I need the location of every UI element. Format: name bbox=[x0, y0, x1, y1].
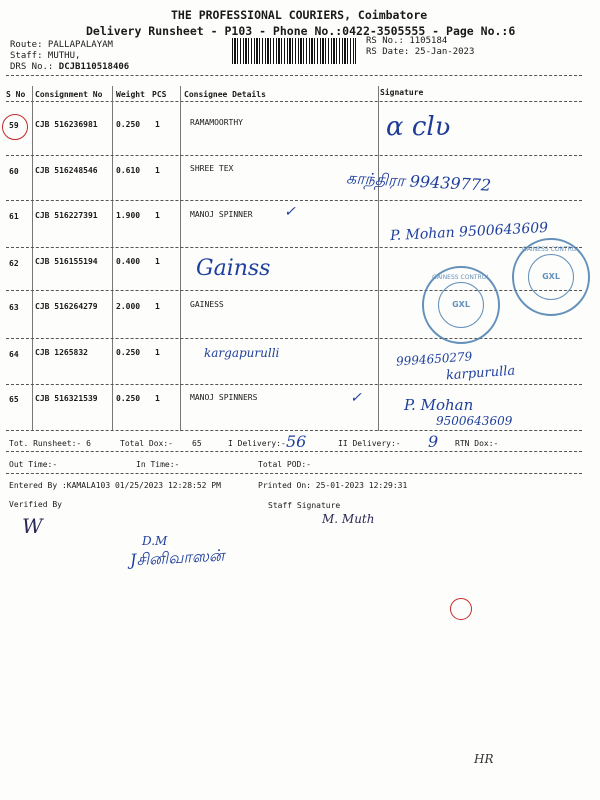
total-dox-value: 65 bbox=[192, 439, 202, 448]
row-consignee: GAINESS bbox=[190, 300, 224, 309]
col-rule bbox=[32, 86, 33, 431]
verified-by: Verified By bbox=[9, 500, 62, 509]
row-weight: 0.250 bbox=[116, 348, 141, 357]
row-sno: 60 bbox=[9, 167, 19, 176]
row-consignment: CJB 516236981 bbox=[35, 120, 98, 129]
handwritten-signature-row64: karpurulla bbox=[445, 363, 516, 384]
row-weight: 2.000 bbox=[116, 302, 141, 311]
row-sno: 63 bbox=[9, 303, 19, 312]
route: Route: PALLAPALAYAM bbox=[10, 40, 113, 50]
printed-on: Printed On: 25-01-2023 12:29:31 bbox=[258, 481, 408, 490]
col-rule bbox=[378, 86, 379, 431]
row-weight: 0.610 bbox=[116, 166, 141, 175]
row-consignment: CJB 516227391 bbox=[35, 211, 98, 220]
handwritten-signature-row65: P. Mohan bbox=[404, 396, 474, 414]
entered-by: Entered By :KAMALA103 01/25/2023 12:28:52 PM bbox=[9, 481, 221, 490]
handwritten-signature-row59: ɑ clʋ bbox=[386, 112, 451, 142]
row-pcs: 1 bbox=[155, 120, 160, 129]
row-pcs: 1 bbox=[155, 166, 160, 175]
company-title: THE PROFESSIONAL COURIERS, Coimbatore bbox=[171, 8, 428, 22]
col-weight: Weight bbox=[116, 90, 145, 99]
handwritten-signature-row60: காந்திரா 99439772 bbox=[345, 168, 492, 195]
row-sno: 61 bbox=[9, 212, 19, 221]
stamp-text: GAINESS CONTROL bbox=[432, 274, 490, 281]
row-sno: 65 bbox=[9, 395, 19, 404]
row-pcs: 1 bbox=[155, 211, 160, 220]
stamp-logo: GXL bbox=[542, 272, 560, 281]
row-consignment: CJB 516248546 bbox=[35, 166, 98, 175]
col-rule bbox=[180, 86, 181, 431]
company-stamp bbox=[422, 266, 500, 344]
handwritten-verified-initial: W bbox=[22, 514, 43, 538]
row-sno: 64 bbox=[9, 350, 19, 359]
row-consignee: MANOJ SPINNER bbox=[190, 210, 253, 219]
tick-mark: ✓ bbox=[284, 204, 296, 220]
rtn-dox-label: RTN Dox:- bbox=[455, 439, 499, 448]
staff: Staff: MUTHU, bbox=[10, 51, 81, 61]
handwritten-i-delivery: 56 bbox=[286, 432, 307, 451]
stamp-logo: GXL bbox=[452, 300, 470, 309]
handwritten-bottom-mark: HR bbox=[474, 752, 494, 766]
row-consignee: SHREE TEX bbox=[190, 164, 234, 173]
col-consignment: Consignment No bbox=[35, 90, 103, 99]
row-consignment: CJB 516155194 bbox=[35, 257, 98, 266]
handwritten-consignee-row64: kargapurulli bbox=[204, 346, 280, 360]
company-stamp bbox=[512, 238, 590, 316]
row-divider bbox=[6, 155, 582, 156]
row-divider bbox=[6, 384, 582, 385]
row-consignment: CJB 1265832 bbox=[35, 348, 88, 357]
drs-number bbox=[10, 62, 129, 72]
ii-delivery-label: II Delivery:- bbox=[338, 439, 401, 448]
i-delivery-label: I Delivery:- bbox=[228, 439, 286, 448]
total-pod: Total POD:- bbox=[258, 460, 311, 469]
row-weight: 1.900 bbox=[116, 211, 141, 220]
in-time: In Time:- bbox=[136, 460, 180, 469]
handwritten-ii-delivery: 9 bbox=[428, 432, 439, 451]
row-weight: 0.400 bbox=[116, 257, 141, 266]
drs-value: DCJB110518406 bbox=[58, 62, 130, 72]
row-pcs: 1 bbox=[155, 348, 160, 357]
rs-date: RS Date: 25-Jan-2023 bbox=[366, 47, 475, 57]
divider bbox=[6, 75, 582, 76]
red-circle-mark bbox=[450, 598, 472, 620]
total-runsheet: Tot. Runsheet:- 6 bbox=[9, 439, 91, 448]
runsheet-title: Delivery Runsheet - P103 - Phone No.:0422-3505555 - Page No.:6 bbox=[86, 24, 516, 38]
row-consignee: RAMAMOORTHY bbox=[190, 118, 243, 127]
stamp-text: GAINESS CONTROL bbox=[522, 246, 580, 253]
row-sno: 62 bbox=[9, 259, 19, 268]
handwritten-phone-row64: 9994650279 bbox=[395, 349, 473, 369]
col-pcs: PCS bbox=[152, 90, 167, 99]
divider bbox=[6, 451, 582, 452]
row-divider bbox=[6, 200, 582, 201]
handwritten-staff-signature: M. Muth bbox=[322, 512, 375, 526]
row-pcs: 1 bbox=[155, 257, 160, 266]
handwritten-verifier-name: Jசினிவாஸன் bbox=[129, 545, 225, 570]
row-divider bbox=[6, 338, 582, 339]
row-divider bbox=[6, 247, 582, 248]
row-consignee: MANOJ SPINNERS bbox=[190, 393, 258, 402]
col-signature: Signature bbox=[380, 88, 424, 97]
total-dox-label: Total Dox:- bbox=[120, 439, 173, 448]
staff-signature-label: Staff Signature bbox=[268, 501, 341, 510]
row-consignment: CJB 516321539 bbox=[35, 394, 98, 403]
drs-label: DRS No.: bbox=[10, 62, 54, 72]
handwritten-verifier-initials: D.M bbox=[142, 534, 168, 548]
divider bbox=[6, 473, 582, 474]
handwritten-phone-row65: 9500643609 bbox=[436, 414, 513, 428]
divider bbox=[6, 101, 582, 102]
tick-mark: ✓ bbox=[350, 390, 362, 406]
col-sno: S No bbox=[6, 90, 26, 99]
row-consignment: CJB 516264279 bbox=[35, 302, 98, 311]
row-weight: 0.250 bbox=[116, 394, 141, 403]
row-weight: 0.250 bbox=[116, 120, 141, 129]
rs-number: RS No.: 1105184 bbox=[366, 36, 448, 46]
out-time: Out Time:- bbox=[9, 460, 58, 469]
red-circle-mark bbox=[2, 114, 28, 140]
col-rule bbox=[112, 86, 113, 431]
handwritten-consignee-row62: Gainss bbox=[196, 256, 271, 281]
row-pcs: 1 bbox=[155, 302, 160, 311]
barcode bbox=[232, 38, 356, 64]
row-pcs: 1 bbox=[155, 394, 160, 403]
row-sno: 59 bbox=[9, 121, 19, 130]
col-consignee: Consignee Details bbox=[184, 90, 266, 99]
handwritten-signature-row61: P. Mohan 9500643609 bbox=[389, 219, 549, 245]
row-divider bbox=[6, 430, 582, 431]
